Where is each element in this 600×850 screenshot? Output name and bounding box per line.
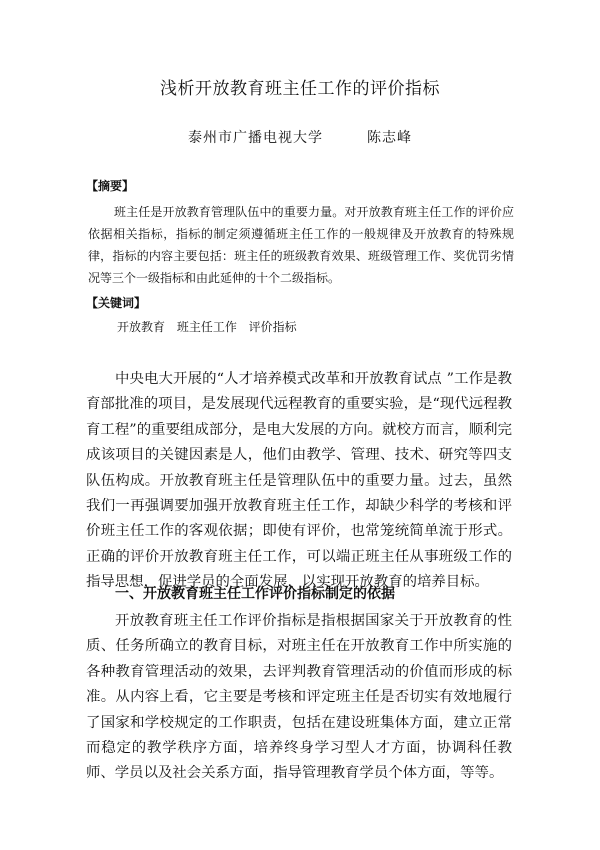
section-paragraph: 开放教育班主任工作评价指标是指根据国家关于开放教育的性质、任务所确立的教育目标，对班主任在开放教育工作中所实施的各种教育管理活动的效果，去评判教育管理活动的价值而形成的标准。从内容上看，它主要是考核和评定班主任是否切实有效地履行了国家和学校规定的工作职责，包括在建设班集体方面，建立正常而稳定的教学秩序方面，培养终身学习型人才方面，协调科任教师、学员以及社会关系方面，指导管理教育学员个体方面，等等。 [86, 613, 512, 782]
byline [0, 127, 600, 147]
section-heading: 一、开放教育班主任工作评价指标制定的依据 [115, 586, 395, 602]
abstract-text: 班主任是开放教育管理队伍中的重要力量。对开放教育班主任工作的评价应依据相关指标，指标的制定须遵循班主任工作的一般规律及开放教育的特殊规律，指标的内容主要包括：班主任的班级教育效果、班级管理工作、奖优罚劣情况等三个一级指标和由此延伸的十个二级指标。 [88, 205, 514, 285]
keywords-text: 开放教育 班主任工作 评价指标 [117, 320, 297, 334]
paper-title: 浅析开放教育班主任工作的评价指标 [160, 79, 440, 99]
keywords-label: 【关键词】 [86, 296, 147, 310]
author-name: 陈志峰 [367, 130, 412, 146]
intro-paragraph: 中央电大开展的“人才培养模式改革和开放教育试点 ”工作是教育部批准的项目，是发展现代远程教育的重要实验，是“现代远程教育工程”的重要组成部分，是电大发展的方向。就校方而言，顺利完成该项目的关键因素是人，他们由教学、管理、技术、研究等四支队伍构成。开放教育班主任是管理队伍中的重要力量。过去，虽然我们一再强调要加强开放教育班主任工作，却缺少科学的考核和评价班主任工作的客观依据；即使有评价，也常笼统简单流于形式。正确的评价开放教育班主任工作，可以端正班主任从事班级工作的指导思想，促进学员的全面发展，以实现开放教育的培养目标。 [86, 371, 512, 591]
abstract-label: 【摘要】 [86, 179, 135, 193]
affiliation: 泰州市广播电视大学 [188, 130, 323, 146]
